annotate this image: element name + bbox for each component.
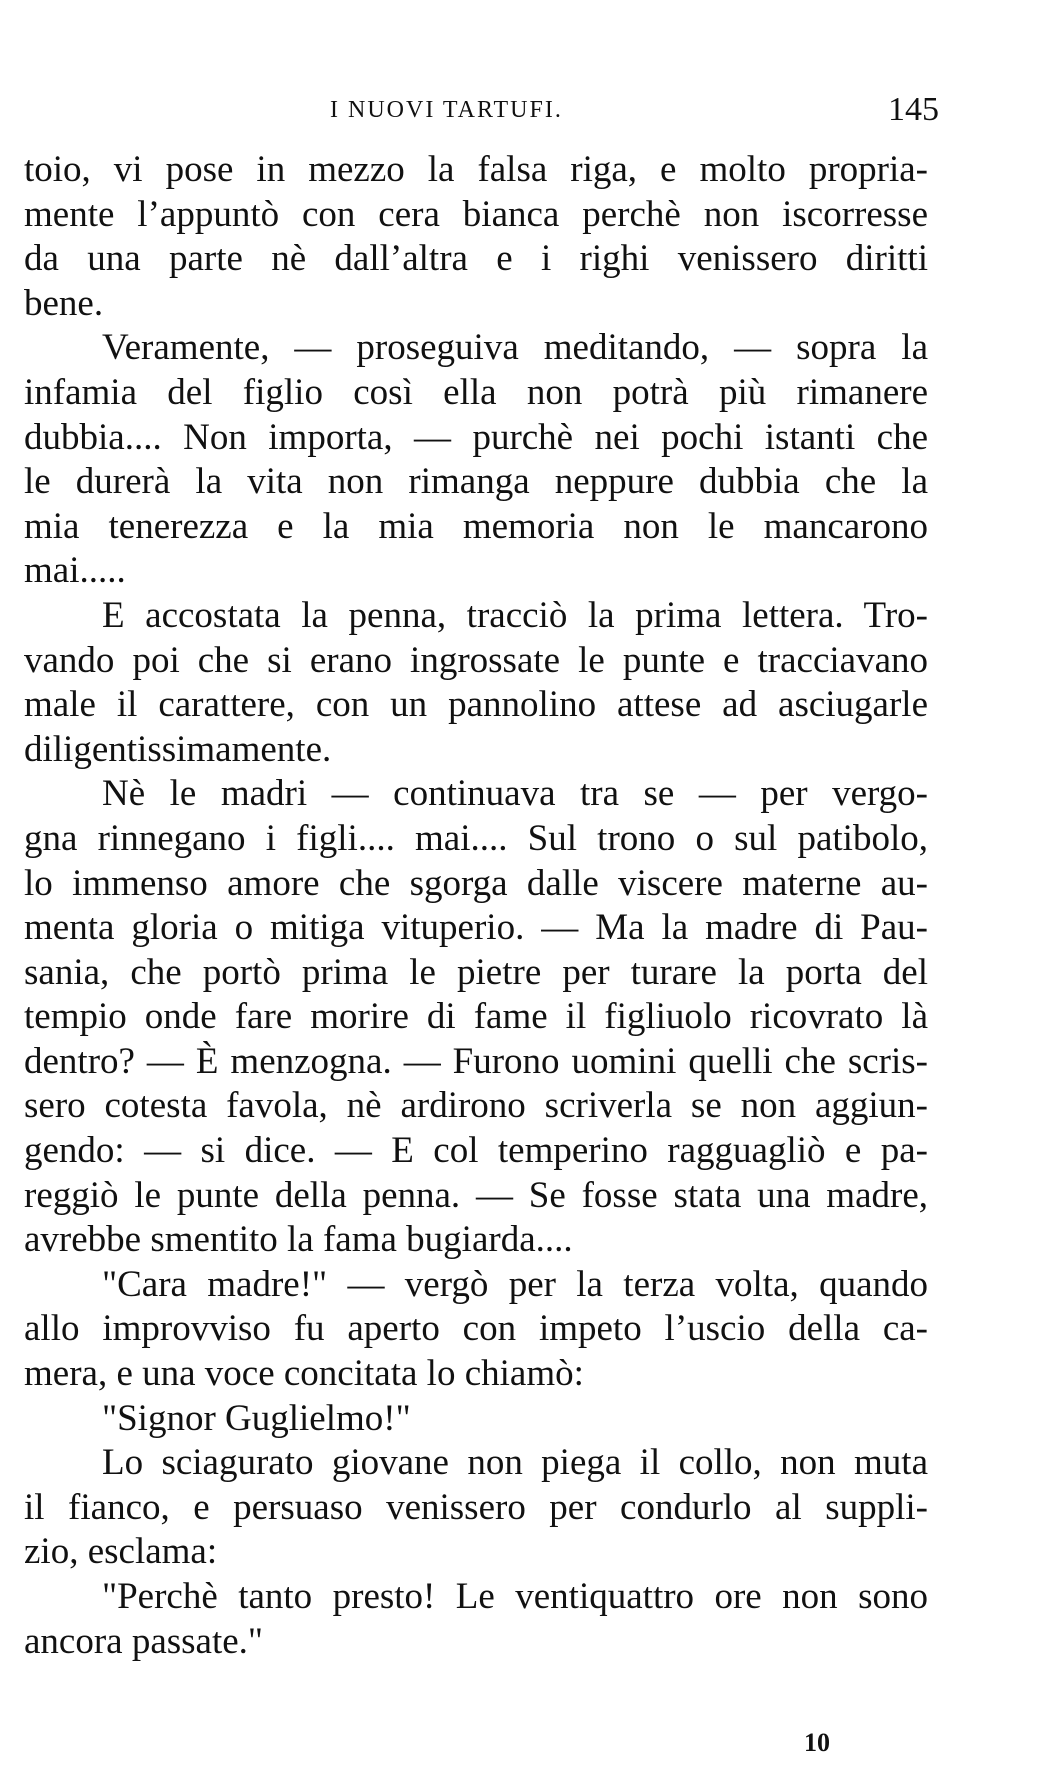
text-line: le durerà la vita non rimanga neppure dubbia che la bbox=[24, 461, 928, 503]
signature-mark: 10 bbox=[804, 1728, 830, 1757]
text-line: reggiò le punte della penna. — Se fosse stata una madre, bbox=[24, 1174, 928, 1216]
text-line: mente l’appuntò con cera bianca perchè non iscorresse bbox=[24, 193, 928, 235]
text-line: sania, che portò prima le pietre per turare la porta del bbox=[24, 951, 928, 993]
text-line: infamia del figlio così ella non potrà più rimanere bbox=[24, 371, 928, 413]
text-line: tempio onde fare morire di fame il figliuolo ricovrato là bbox=[24, 996, 928, 1038]
text-line: toio, vi pose in mezzo la falsa riga, e molto propria- bbox=[24, 149, 928, 190]
text-line: "Signor Guglielmo!" bbox=[102, 1397, 411, 1439]
text-line: bene. bbox=[24, 282, 104, 324]
text-line: allo improvviso fu aperto con impeto l’uscio della ca- bbox=[24, 1308, 928, 1350]
text-line: "Perchè tanto presto! Le ventiquattro ore non sono bbox=[102, 1576, 928, 1617]
text-line: vando poi che si erano ingrossate le punte e tracciavano bbox=[24, 639, 928, 681]
text-line: E accostata la penna, tracciò la prima lettera. Tro- bbox=[102, 594, 928, 636]
text-line: mia tenerezza e la mia memoria non le mancarono bbox=[24, 505, 928, 547]
page-number: 145 bbox=[888, 91, 939, 128]
running-title: I NUOVI TARTUFI. bbox=[330, 97, 563, 123]
running-head bbox=[0, 88, 1064, 132]
text-line: "Cara madre!" — vergò per la terza volta, quando bbox=[102, 1263, 928, 1305]
text-line: diligentissimamente. bbox=[24, 728, 332, 770]
text-line: mera, e una voce concitata lo chiamò: bbox=[24, 1353, 584, 1395]
text-line: avrebbe smentito la fama bugiarda.... bbox=[24, 1219, 573, 1261]
text-line: il fianco, e persuaso venissero per condurlo al suppli- bbox=[24, 1486, 928, 1528]
text-line: ancora passate." bbox=[24, 1620, 264, 1662]
text-line: Lo sciagurato giovane non piega il collo, non muta bbox=[102, 1442, 928, 1484]
text-line: sero cotesta favola, nè ardirono scriverla se non aggiun- bbox=[24, 1085, 928, 1127]
text-line: Veramente, — proseguiva meditando, — sopra la bbox=[102, 327, 928, 369]
text-line: da una parte nè dall’altra e i righi venissero diritti bbox=[24, 238, 928, 280]
text-line: gendo: — si dice. — E col temperino ragguagliò e pa- bbox=[24, 1130, 928, 1172]
text-line: dubbia.... Non importa, — purchè nei pochi istanti che bbox=[24, 416, 928, 458]
text-line: gna rinnegano i figli.... mai.... Sul trono o sul patibolo, bbox=[24, 817, 928, 859]
text-line: mai..... bbox=[24, 550, 126, 592]
text-line: Nè le madri — continuava tra se — per vergo- bbox=[102, 773, 928, 815]
text-line: lo immenso amore che sgorga dalle viscere materne au- bbox=[24, 862, 928, 904]
text-line: zio, esclama: bbox=[24, 1531, 218, 1573]
text-line: dentro? — È menzogna. — Furono uomini quelli che scris- bbox=[24, 1040, 928, 1082]
text-line: menta gloria o mitiga vituperio. — Ma la madre di Pau- bbox=[24, 907, 928, 949]
text-line: male il carattere, con un pannolino attese ad asciugarle bbox=[24, 684, 928, 726]
body-text bbox=[24, 148, 928, 1664]
